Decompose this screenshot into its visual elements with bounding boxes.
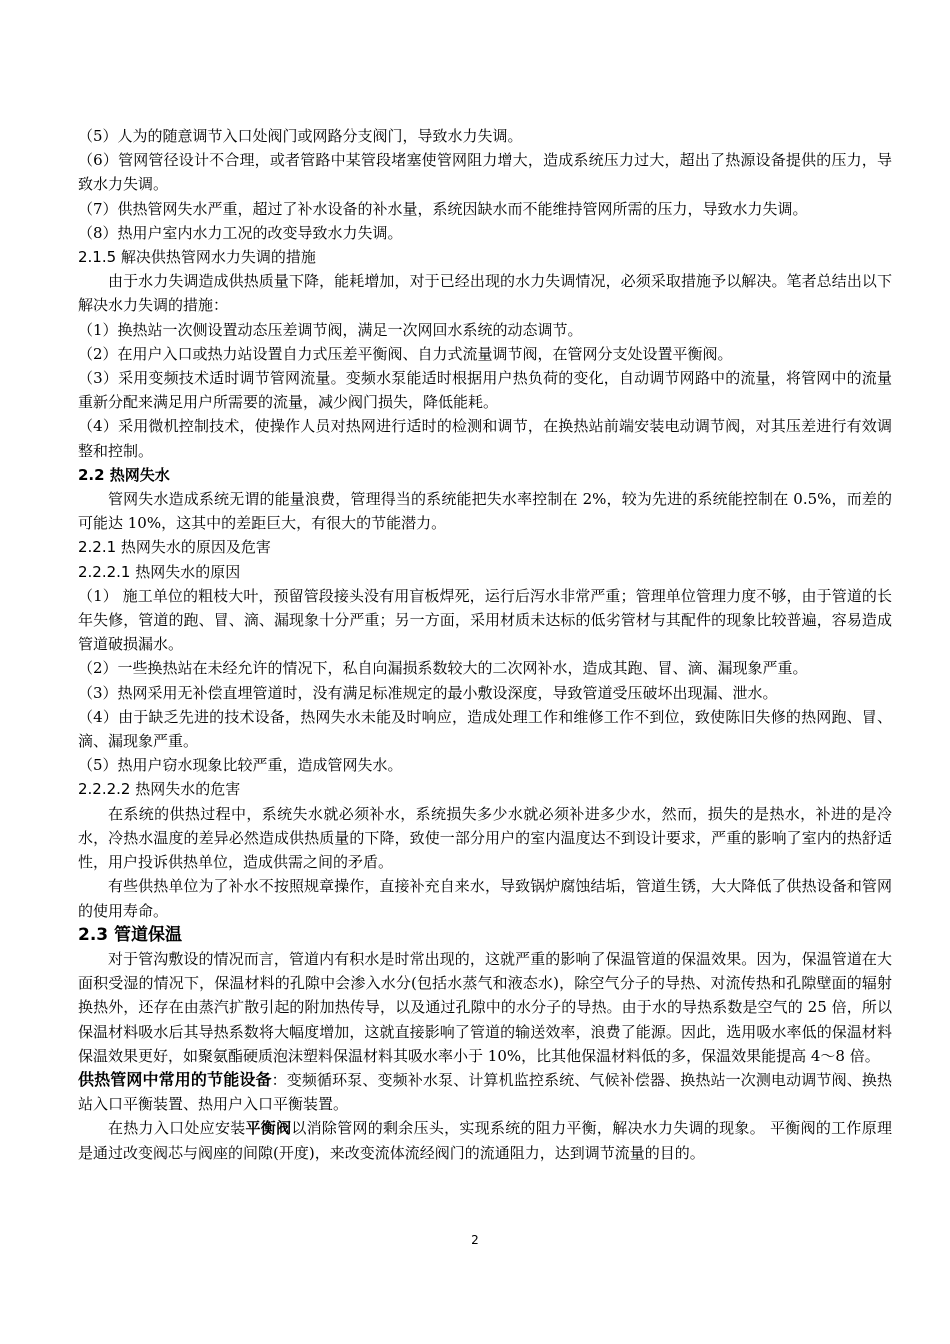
cause-item-2: （2）一些换热站在未经允许的情况下，私自向漏损系数较大的二次网补水，造成其跑、冒、滴、漏现象严重。	[78, 659, 808, 678]
paragraph-harm-1: 在系统的供热过程中，系统失水就必须补水，系统损失多少水就必须补进多少水，然而，损失的是热水，补进的是冷水，冷热水温度的差异必然造成供热质量的下降，致使一部分用户的室内温度达不到设计要求，严重的影响了室内的热舒适性，用户投诉供热单位，造成供需之间的矛盾。	[78, 804, 892, 872]
page-number: 2	[471, 1233, 479, 1247]
paragraph-measures-intro: 由于水力失调造成供热质量下降，能耗增加，对于已经出现的水力失调情况，必须采取措施予以解决。笔者总结出以下解决水力失调的措施：	[78, 272, 892, 315]
energy-equipment-colon: ：	[271, 1070, 287, 1089]
energy-equipment-list: 变频循环泵、变频补水泵、计算机监控系统、气候补偿器、换热站一次测电动调节阀、换热站入口平衡装置、热用户入口平衡装置。	[78, 1070, 892, 1114]
balance-valve-text-c: 以消除管网的剩余压头，实现系统的阻力平衡，解决水力失调的现象。 平衡阀的工作原理是通过改变阀芯与阀座的间隙(开度)，来改变流体流经阀门的流通阻力，达到调节流量的目的。	[78, 1119, 892, 1162]
list-item-5: （5）人为的随意调节入口处阀门或网路分支阀门，导致水力失调。	[78, 127, 523, 145]
paragraph-insulation: 对于管沟敷设的情况而言，管道内有积水是时常出现的，这就严重的影响了保温管道的保温效果。因为，保温管道在大面积受湿的情况下，保温材料的孔隙中会渗入水分(包括水蒸气和液态水)，除空气分子的导热、对流传热和孔隙壁面的辐射换热外，还存在由蒸汽扩散引起的附加热传导，以及通过孔隙中的水分子的导热。由于水的导热系数是空气的 25 倍，所以保温材料吸水后其导热系数将大幅度增加，这就直接影响了管道的输送效率，浪费了能源。因此，选用吸水率低的保温材料保温效果更好，如聚氨酯硬质泡沫塑料保温材料其吸水率小于 10%，比其他保温材料低的多，保温效果能提高 4～8 倍。	[78, 949, 892, 1065]
section-heading-2-2-2-1: 2.2.2.1 热网失水的原因	[78, 562, 241, 581]
paragraph-balance-valve	[78, 1116, 892, 1164]
list-item-8: （8）热用户室内水力工况的改变导致水力失调。	[78, 223, 403, 242]
measure-item-1: （1）换热站一次侧设置动态压差调节阀，满足一次网回水系统的动态调节。	[78, 320, 583, 339]
cause-item-4: （4）由于缺乏先进的技术设备，热网失水未能及时响应，造成处理工作和维修工作不到位，致使陈旧失修的热网跑、冒、滴、漏现象严重。	[78, 707, 892, 751]
section-heading-2-3: 2.3 管道保温	[78, 924, 183, 945]
cause-item-5: （5）热用户窃水现象比较严重，造成管网失水。	[78, 756, 403, 775]
cause-item-3: （3）热网采用无补偿直埋管道时，没有满足标准规定的最小敷设深度，导致管道受压破坏出现漏、泄水。	[78, 683, 778, 702]
section-heading-2-2: 2.2 热网失水	[78, 465, 170, 484]
page-content	[78, 124, 892, 1165]
measure-item-2: （2）在用户入口或热力站设置自力式压差平衡阀、自力式流量调节阀，在管网分支处设置平衡阀。	[78, 344, 733, 363]
paragraph-harm-2: 有些供热单位为了补水不按照规章操作，直接补充自来水，导致锅炉腐蚀结垢，管道生锈，大大降低了供热设备和管网的使用寿命。	[78, 877, 892, 920]
balance-valve-term: 平衡阀	[245, 1119, 292, 1138]
section-heading-2-2-2-2: 2.2.2.2 热网失水的危害	[78, 780, 241, 799]
measure-item-4: （4）采用微机控制技术，使操作人员对热网进行适时的检测和调节，在换热站前端安装电动调节阀，对其压差进行有效调整和控制。	[78, 417, 892, 460]
paragraph-energy-equipment	[78, 1068, 892, 1116]
list-item-7: （7）供热管网失水严重，超过了补水设备的补水量，系统因缺水而不能维持管网所需的压力，导致水力失调。	[78, 199, 808, 218]
measure-item-3: （3）采用变频技术适时调节管网流量。变频水泵能适时根据用户热负荷的变化，自动调节网路中的流量，将管网中的流量重新分配来满足用户所需要的流量，减少阀门损失，降低能耗。	[78, 369, 892, 412]
cause-item-1: （1） 施工单位的粗枝大叶，预留管段接头没有用盲板焊死，运行后泻水非常严重；管理单位管理力度不够，由于管道的长年失修，管道的跑、冒、滴、漏现象十分严重；另一方面，采用材质未达标的低劣管材与其配件的现象比较普遍，容易造成管道破损漏水。	[78, 586, 892, 654]
paragraph-water-loss: 管网失水造成系统无谓的能量浪费，管理得当的系统能把失水率控制在 2%，较为先进的系统能控制在 0.5%，而差的可能达 10%，这其中的差距巨大，有很大的节能潜力。	[78, 490, 892, 533]
section-heading-2-1-5: 2.1.5 解决供热管网水力失调的措施	[78, 248, 316, 267]
list-item-6: （6）管网管径设计不合理，或者管路中某管段堵塞使管网阻力增大，造成系统压力过大，超出了热源设备提供的压力，导致水力失调。	[78, 151, 892, 194]
section-heading-2-2-1: 2.2.1 热网失水的原因及危害	[78, 538, 271, 557]
balance-valve-text-a: 在热力入口处应安装	[108, 1119, 246, 1138]
energy-equipment-lead: 供热管网中常用的节能设备	[78, 1069, 272, 1089]
